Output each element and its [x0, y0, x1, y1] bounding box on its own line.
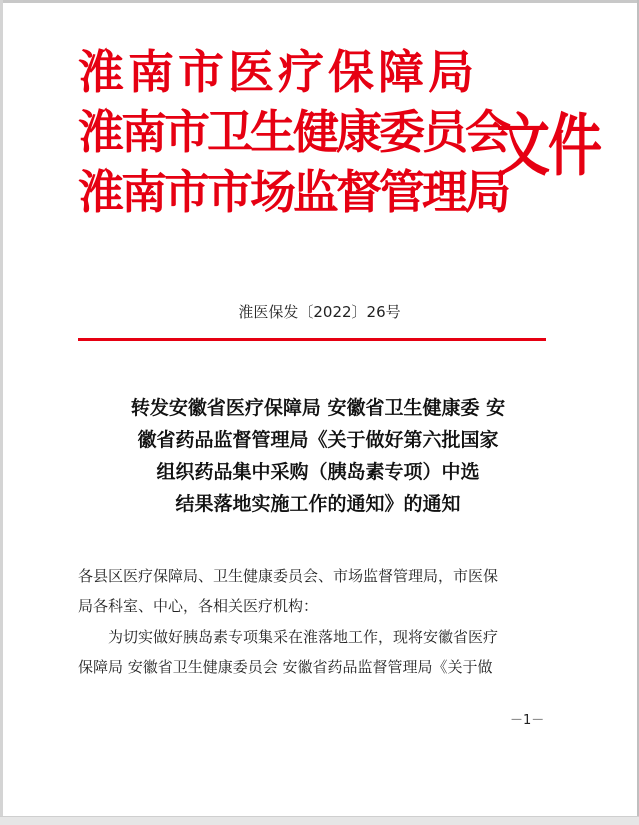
salutation-line: 局各科室、中心，各相关医疗机构： — [78, 597, 319, 615]
body-paragraph — [78, 622, 562, 682]
title-line: 组织药品集中采购（胰岛素专项）中选 — [156, 461, 480, 483]
page-number: －1－ — [510, 713, 545, 728]
issuer-medical-security-bureau: 淮南市医疗保障局 — [78, 45, 478, 99]
document-suffix: 文件 — [496, 105, 600, 185]
document-title — [70, 392, 566, 520]
salutation — [78, 561, 562, 621]
issuer-market-regulation-bureau: 淮南市市场监督管理局 — [78, 165, 508, 219]
salutation-line: 各县区医疗保障局、卫生健康委员会、市场监督管理局，市医保 — [78, 567, 499, 585]
title-line: 徽省药品监督管理局《关于做好第六批国家 — [137, 429, 499, 451]
page-bottom-edge — [0, 816, 639, 825]
title-line: 结果落地实施工作的通知》的通知 — [175, 493, 461, 515]
title-line: 转发安徽省医疗保障局 安徽省卫生健康委 安 — [130, 397, 506, 419]
page-top-edge — [0, 0, 639, 3]
paragraph-line: 为切实做好胰岛素专项集采在淮落地工作，现将安徽省医疗 — [108, 628, 499, 646]
page-left-edge — [0, 0, 3, 825]
document-number: 淮医保发〔2022〕26号 — [238, 303, 401, 321]
red-separator-line — [78, 338, 546, 341]
issuer-health-commission: 淮南市卫生健康委员会 — [78, 105, 508, 159]
paragraph-line: 保障局 安徽省卫生健康委员会 安徽省药品监督管理局《关于做 — [78, 658, 493, 676]
issuing-authorities — [78, 42, 508, 222]
